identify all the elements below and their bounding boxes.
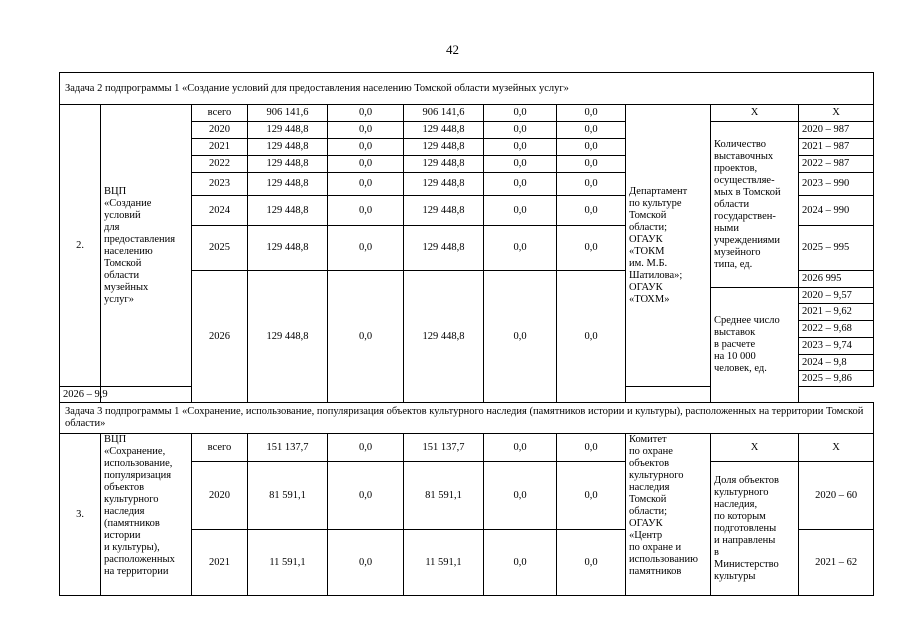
other-cell: 0,0 <box>557 122 626 139</box>
other-cell: 0,0 <box>557 105 626 122</box>
year-cell: 2021 <box>192 139 248 156</box>
year-cell: 2021 <box>192 530 248 596</box>
indicator-value: 2021 – 987 <box>799 139 874 156</box>
total-cell: 129 448,8 <box>248 122 328 139</box>
indicator-value: 2022 – 9,68 <box>799 321 874 338</box>
federal-cell: 0,0 <box>328 173 404 196</box>
local-cell: 0,0 <box>484 434 557 462</box>
total-cell: 129 448,8 <box>248 226 328 271</box>
page-number: 42 <box>446 42 459 57</box>
other-cell: 0,0 <box>557 139 626 156</box>
regional-cell: 129 448,8 <box>404 139 484 156</box>
local-cell: 0,0 <box>484 462 557 530</box>
regional-cell: 129 448,8 <box>404 173 484 196</box>
local-cell: 0,0 <box>484 156 557 173</box>
task3-number: 3. <box>60 434 101 596</box>
table-row <box>60 105 874 122</box>
total-cell: 11 591,1 <box>248 530 328 596</box>
task2-responsible: Департамент по культуре Томской области; ОГАУК «ТОКМ им. М.Б. Шатилова»; ОГАУК «ТОХМ» <box>626 105 711 387</box>
federal-cell: 0,0 <box>328 434 404 462</box>
task3-title: Задача 3 подпрограммы 1 «Сохранение, использование, популяризация объектов культурного наследия (памятников истории и культуры), расположенных на территории Томской области» <box>60 403 874 434</box>
indicator-value: 2020 – 9,57 <box>799 288 874 304</box>
total-cell: 129 448,8 <box>248 156 328 173</box>
regional-cell: 129 448,8 <box>404 122 484 139</box>
indicator-value: 2025 – 995 <box>799 226 874 271</box>
local-cell: 0,0 <box>484 226 557 271</box>
indicator-value: 2020 – 60 <box>799 462 874 530</box>
other-cell: 0,0 <box>557 271 626 403</box>
indicator-x-cell: Х <box>711 434 799 462</box>
local-cell: 0,0 <box>484 105 557 122</box>
indicator-value: 2026 995 <box>799 271 874 288</box>
total-cell: 906 141,6 <box>248 105 328 122</box>
regional-cell: 129 448,8 <box>404 196 484 226</box>
local-cell: 0,0 <box>484 530 557 596</box>
federal-cell: 0,0 <box>328 462 404 530</box>
task2-indicator-1: Количество выставочных проектов, осуществляе- мых в Томской области государствен- ными учреждениями музейного типа, ед. <box>711 122 799 288</box>
regional-cell: 129 448,8 <box>404 271 484 403</box>
other-cell: 0,0 <box>557 156 626 173</box>
task2-program-name: ВЦП «Создание условий для предоставления населению Томской области музейных услуг» <box>101 105 192 387</box>
task3-indicator: Доля объектов культурного наследия, по которым подготовлены и направлены в Министерство культуры <box>711 462 799 596</box>
indicator-value: 2023 – 9,74 <box>799 338 874 355</box>
indicator-value: 2021 – 9,62 <box>799 304 874 321</box>
total-cell: 129 448,8 <box>248 271 328 403</box>
regional-cell: 129 448,8 <box>404 226 484 271</box>
local-cell: 0,0 <box>484 173 557 196</box>
year-cell: всего <box>192 105 248 122</box>
task3-responsible: Комитет по охране объектов культурного наследия Томской области; ОГАУК «Центр по охране и использованию памятников <box>626 434 711 596</box>
federal-cell: 0,0 <box>328 156 404 173</box>
federal-cell: 0,0 <box>328 226 404 271</box>
indicator-value: 2026 – 9,9 <box>60 387 101 403</box>
other-cell: 0,0 <box>557 462 626 530</box>
regional-cell: 129 448,8 <box>404 156 484 173</box>
indicator-value: 2024 – 990 <box>799 196 874 226</box>
other-cell: 0,0 <box>557 434 626 462</box>
regional-cell: 151 137,7 <box>404 434 484 462</box>
year-cell: 2022 <box>192 156 248 173</box>
year-cell: 2020 <box>192 462 248 530</box>
indicator-value: 2022 – 987 <box>799 156 874 173</box>
total-cell: 129 448,8 <box>248 196 328 226</box>
regional-cell: 81 591,1 <box>404 462 484 530</box>
local-cell: 0,0 <box>484 139 557 156</box>
task2-indicator-2: Среднее число выставок в расчете на 10 000 человек, ед. <box>711 288 799 403</box>
other-cell: 0,0 <box>557 196 626 226</box>
year-cell: 2020 <box>192 122 248 139</box>
local-cell: 0,0 <box>484 196 557 226</box>
value-x-cell: Х <box>799 105 874 122</box>
indicator-value: 2021 – 62 <box>799 530 874 596</box>
year-cell: всего <box>192 434 248 462</box>
year-cell: 2023 <box>192 173 248 196</box>
year-cell: 2026 <box>192 271 248 403</box>
other-cell: 0,0 <box>557 530 626 596</box>
year-cell: 2025 <box>192 226 248 271</box>
indicator-value: 2024 – 9,8 <box>799 355 874 371</box>
federal-cell: 0,0 <box>328 122 404 139</box>
indicator-x-cell: Х <box>711 105 799 122</box>
total-cell: 129 448,8 <box>248 139 328 156</box>
federal-cell: 0,0 <box>328 139 404 156</box>
local-cell: 0,0 <box>484 271 557 403</box>
other-cell: 0,0 <box>557 173 626 196</box>
indicator-value: 2020 – 987 <box>799 122 874 139</box>
regional-cell: 11 591,1 <box>404 530 484 596</box>
value-x-cell: Х <box>799 434 874 462</box>
other-cell: 0,0 <box>557 226 626 271</box>
federal-cell: 0,0 <box>328 530 404 596</box>
task2-title: Задача 2 подпрограммы 1 «Создание условий для предоставления населению Томской области музейных услуг» <box>60 73 874 105</box>
task2-number: 2. <box>60 105 101 387</box>
total-cell: 81 591,1 <box>248 462 328 530</box>
local-cell: 0,0 <box>484 122 557 139</box>
regional-cell: 906 141,6 <box>404 105 484 122</box>
table-row <box>60 434 874 462</box>
task3-program-name: ВЦП «Сохранение, использование, популяризация объектов культурного наследия (памятников истории и культуры), расположенных на территории <box>101 434 192 596</box>
program-table <box>59 72 874 596</box>
federal-cell: 0,0 <box>328 271 404 403</box>
total-cell: 151 137,7 <box>248 434 328 462</box>
federal-cell: 0,0 <box>328 196 404 226</box>
total-cell: 129 448,8 <box>248 173 328 196</box>
indicator-value: 2023 – 990 <box>799 173 874 196</box>
federal-cell: 0,0 <box>328 105 404 122</box>
indicator-value: 2025 – 9,86 <box>799 371 874 387</box>
year-cell: 2024 <box>192 196 248 226</box>
